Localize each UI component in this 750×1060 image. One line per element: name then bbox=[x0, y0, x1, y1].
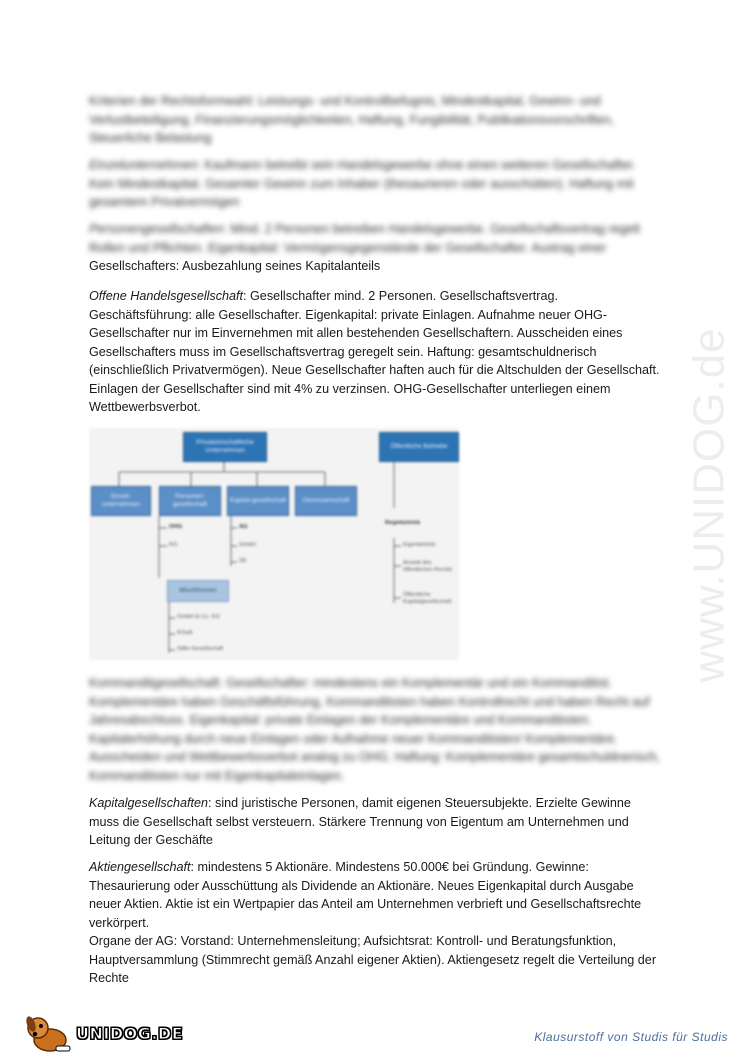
dog-icon bbox=[22, 1010, 74, 1054]
diagram-item-stille-gesellschaft: Stille Gesellschaft bbox=[177, 646, 224, 652]
blurred-paragraph-criteria bbox=[89, 92, 661, 148]
paragraph-text: : mindestens 5 Aktionäre. Mindestens 50.000€ bei Gründung. Gewinne: Thesaurierung oder Ausschüttung als Dividende an Aktionäre. Neues Eigenkapital durch Ausgabe neuer Aktien. Aktie ist ein Wertpapier das Anteil am Unternehmen verbrieft und Gesellschaftsrechte verkörpert. bbox=[89, 860, 642, 930]
blurred-paragraph-personengesellschaften bbox=[89, 220, 661, 257]
diagram-node-public: Öffentliche Betriebe bbox=[379, 432, 459, 462]
diagram-item-se: SE bbox=[239, 558, 247, 564]
unidog-logo[interactable] bbox=[22, 1010, 184, 1054]
diagram-node-einzelunternehmen: Einzel-unternehmen bbox=[91, 486, 151, 516]
paragraph-ohg bbox=[89, 287, 661, 417]
paragraph-text: : Gesellschafter mind. 2 Personen. Gesellschaftsvertrag. Geschäftsführung: alle Gesellschafter. Eigenkapital: private Einlagen. Aufnahme neuer OHG-Gesellschafter nur im Einvernehmen mit allen bestehenden Gesellschaftern. Ausscheiden eines Gesellschafters muss im Gesellschaftsvertrag geregelt sein. Haftung: gesamtschuldnerisch (einschließlich Privatvermögen). Neue Gesellschafter haften auch für die Altschulden der Gesellschaft. Einlagen der Gesellschafter sind mit 4% zu verzinsen. OHG-Gesellschafter unterliegen einem Wettbewerbsverbot. bbox=[89, 289, 660, 414]
paragraph-term: Personengesellschaften bbox=[89, 222, 224, 236]
page-footer bbox=[0, 1010, 750, 1060]
diagram-item-kgaa: KGaA bbox=[177, 630, 193, 636]
diagram-item-oeffentliche-kapitalgesellschaft: Öffentliche Kapitalgesellschaft bbox=[403, 592, 452, 605]
diagram-node-mischformen: Mischformen bbox=[167, 580, 229, 602]
diagram-node-root: Privatwirtschaftliche Unternehmen bbox=[183, 432, 267, 462]
paragraph-organe bbox=[89, 932, 661, 988]
diagram-item-regiebetrieb: Regiebetrieb bbox=[385, 520, 421, 526]
diagram-item-gmbh-co-kg: GmbH & Co. KG bbox=[177, 614, 220, 620]
paragraph-text: Kommanditgesellschaft: Gesellschafter: mindestens ein Komplementär und ein Kommanditist. Komplementäre haben Geschäftsführung, Kommanditisten haben Kontrollrecht und haben Recht auf Jahresabschluss. Eigenkapital: private Einlagen der Komplementäre und Kommanditisten. Kapitalerhöhung durch neue Einlagen oder Aufnahme neuer Kommanditisten/ Komplementäre. Ausscheiden und Wettbewerbsverbot analog zu OHG. Haftung: Komplementäre gesamtschuldnerisch, Kommanditisten nur mit Eigenkapitaleinlagen. bbox=[89, 676, 660, 783]
watermark-text: www.UNIDOG.de bbox=[685, 327, 735, 683]
diagram-item-kg: KG bbox=[169, 542, 178, 548]
diagram-item-gmbh: GmbH bbox=[239, 542, 256, 548]
blurred-paragraph-einzelunternehmen bbox=[89, 156, 661, 212]
logo-text: UNIDOG.DE bbox=[76, 1024, 184, 1043]
rechtsformen-diagram bbox=[89, 428, 459, 660]
footer-slogan: Klausurstoff von Studis für Studis bbox=[534, 1030, 728, 1044]
diagram-item-anstalt: Anstalt des öffentlichen Rechts bbox=[403, 560, 453, 573]
paragraph-text: : Mind. 2 Personen betreiben Handelsgewerbe. Gesellschaftsvertrag regelt Rollen und Pflichten. Eigenkapital: Vermögensgegenstände der Gesellschafter. Austrag einer bbox=[89, 222, 640, 255]
diagram-node-personengesellschaft: Personen-gesellschaft bbox=[159, 486, 221, 516]
paragraph-text: : Kaufmann betreibt sein Handelsgewerbe ohne einen weiteren Gesellschafter. Kein Mindestkapital. Gesamter Gewinn zum Inhaber (thesaurieren oder ausschütten). Haftung mit gesamtem Privatvermögen bbox=[89, 158, 636, 209]
paragraph-text: Kriterien der Rechtsformwahl: Leistungs- und Kontrollbefugnis, Mindestkapital, Gewinn- und Verlustbeteiligung, Finanzierungsmöglichkeiten, Haftung, Fungibilität, Publikationsvorschriften, Steuerliche Belastung bbox=[89, 94, 615, 145]
paragraph-text: Organe der AG: Vorstand: Unternehmensleitung; Aufsichtsrat: Kontroll- und Beratungsfunktion, Hauptversammlung (Stimmrecht gemäß Anzahl eigener Aktien). Aktiengesetz regelt die Verteilung der Rechte bbox=[89, 934, 657, 985]
diagram-item-ag: AG bbox=[239, 524, 248, 530]
paragraph-aktiengesellschaft bbox=[89, 858, 661, 932]
watermark bbox=[685, 280, 735, 730]
diagram-item-ohg: OHG bbox=[169, 524, 183, 530]
paragraph-term: Kapitalgesellschaften bbox=[89, 796, 209, 810]
paragraph-tail-line: Gesellschafters: Ausbezahlung seines Kapitalanteils bbox=[89, 259, 381, 273]
paragraph-text: : sind juristische Personen, damit eigenen Steuersubjekte. Erzielte Gewinne muss die Gesellschaft selbst versteuern. Stärkere Trennung von Eigentum am Unternehmen und Leitung der Geschäfte bbox=[89, 796, 631, 847]
diagram-node-kapitalgesellschaft: Kapital-gesellschaft bbox=[227, 486, 289, 516]
diagram-item-eigenbetrieb: Eigenbetrieb bbox=[403, 542, 436, 548]
paragraph-kapitalgesellschaften bbox=[89, 794, 661, 850]
diagram-node-genossenschaft: Genossenschaft bbox=[295, 486, 357, 516]
paragraph-term: Offene Handelsgesellschaft bbox=[89, 289, 244, 303]
paragraph-term: Aktiengesellschaft bbox=[89, 860, 191, 874]
paragraph-term: Einzelunternehmen bbox=[89, 158, 198, 172]
blurred-paragraph-kg bbox=[89, 674, 661, 785]
